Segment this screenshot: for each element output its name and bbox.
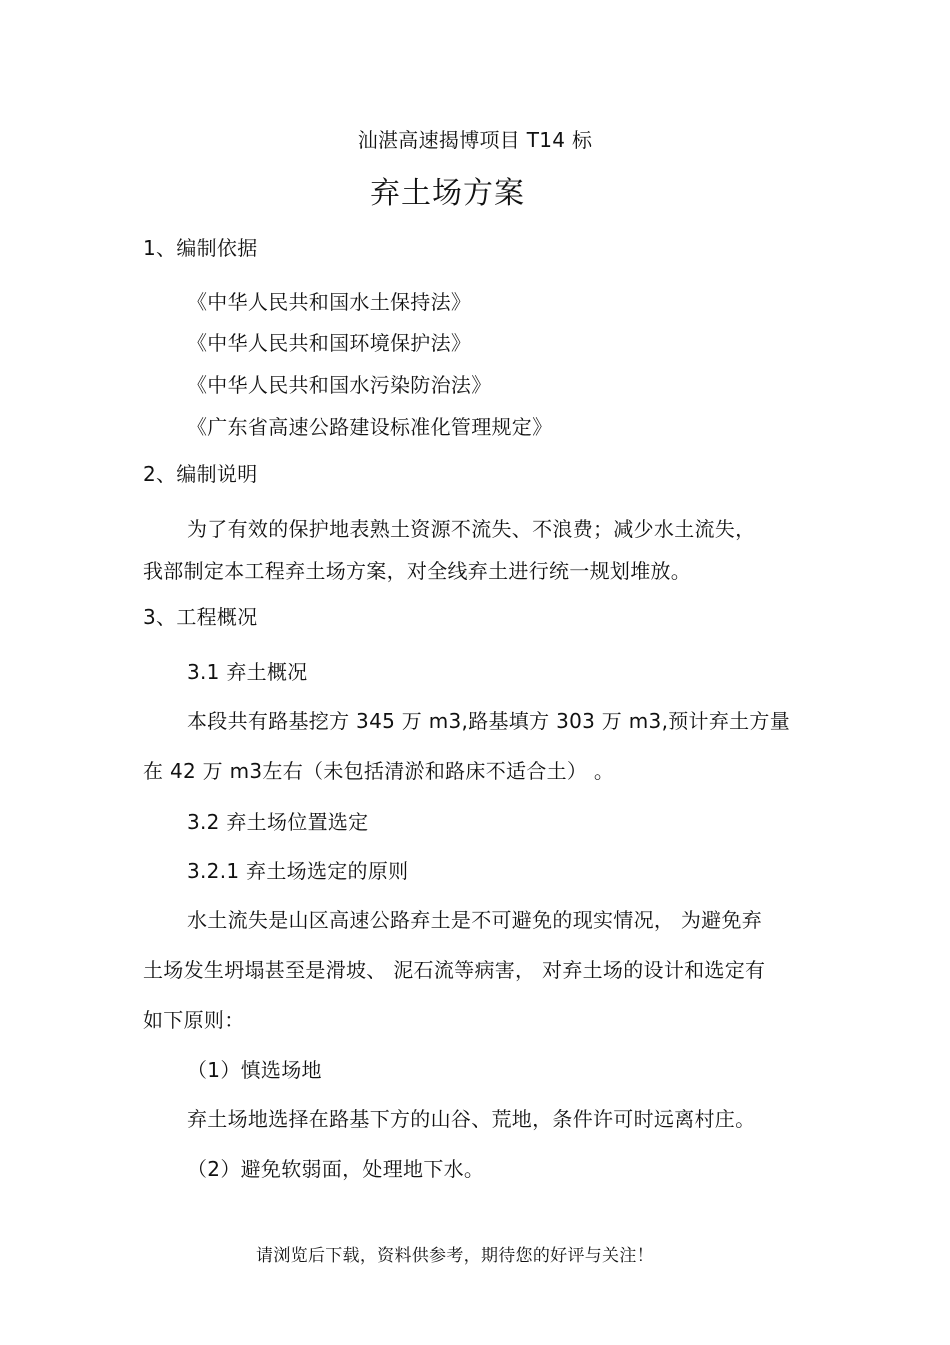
principle-2-heading: （2）避免软弱面，处理地下水。 bbox=[187, 1157, 485, 1181]
subsection-3-1-text-line: 在 42 万 m3左右（未包括清淤和路床不适合土） 。 bbox=[143, 759, 615, 783]
doc-header: 汕湛高速揭博项目 T14 标 bbox=[357, 128, 593, 152]
reference-item: 《广东省高速公路建设标准化管理规定》 bbox=[187, 415, 553, 439]
subsection-3-2-1-text-line: 水土流失是山区高速公路弃土是不可避免的现实情况， 为避免弃 bbox=[187, 908, 763, 932]
subsection-3-2-1-heading: 3.2.1 弃土场选定的原则 bbox=[187, 859, 409, 883]
subsection-3-2-heading: 3.2 弃土场位置选定 bbox=[187, 810, 369, 834]
section-2-paragraph-line: 为了有效的保护地表熟土资源不流失、不浪费；减少水土流失， bbox=[187, 517, 756, 541]
reference-item: 《中华人民共和国水土保持法》 bbox=[187, 290, 472, 314]
reference-item: 《中华人民共和国环境保护法》 bbox=[187, 331, 472, 355]
principle-1-text: 弃土场地选择在路基下方的山谷、荒地，条件许可时远离村庄。 bbox=[187, 1107, 756, 1131]
section-2-paragraph-line: 我部制定本工程弃土场方案，对全线弃土进行统一规划堆放。 bbox=[143, 559, 692, 583]
subsection-3-2-1-text-line: 如下原则： bbox=[143, 1008, 245, 1032]
subsection-3-1-heading: 3.1 弃土概况 bbox=[187, 660, 308, 684]
section-3-heading: 3、工程概况 bbox=[143, 605, 258, 629]
subsection-3-2-1-text-line: 土场发生坍塌甚至是滑坡、 泥石流等病害， 对弃土场的设计和选定有 bbox=[143, 958, 766, 982]
doc-title: 弃土场方案 bbox=[370, 176, 525, 211]
principle-1-heading: （1）慎选场地 bbox=[187, 1058, 322, 1082]
subsection-3-1-text-line: 本段共有路基挖方 345 万 m3,路基填方 303 万 m3,预计弃土方量 bbox=[187, 709, 791, 733]
section-1-heading: 1、编制依据 bbox=[143, 236, 258, 260]
page-footer: 请浏览后下载，资料供参考，期待您的好评与关注！ bbox=[256, 1246, 654, 1266]
reference-item: 《中华人民共和国水污染防治法》 bbox=[187, 373, 492, 397]
section-2-heading: 2、编制说明 bbox=[143, 462, 258, 486]
